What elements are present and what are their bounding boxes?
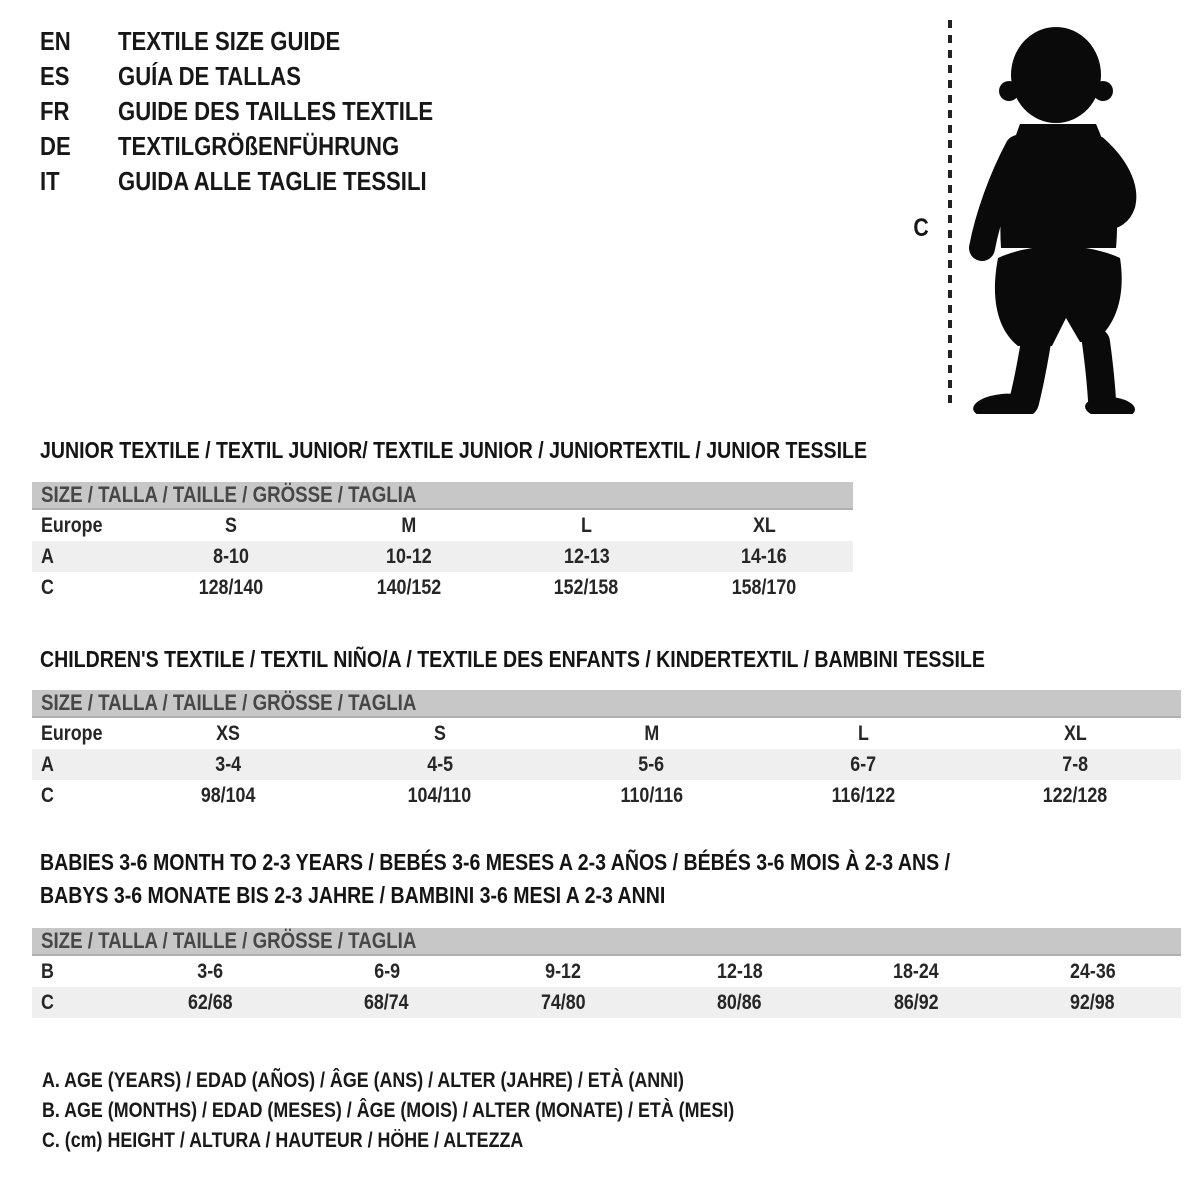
page-title-de: TEXTILGRÖßENFÜHRUNG — [118, 131, 400, 161]
measurement-legend — [42, 1066, 856, 1156]
age-value: 3-4 — [214, 752, 241, 776]
age-value: 7-8 — [1062, 752, 1088, 776]
table-row-age — [32, 749, 1181, 780]
height-value: 140/152 — [376, 575, 441, 599]
age-value: 12-18 — [716, 959, 763, 983]
age-value: 18-24 — [893, 959, 940, 983]
size-value: L — [580, 513, 592, 537]
legend-line-a: A. AGE (YEARS) / EDAD (AÑOS) / ÂGE (ANS) / ALTER (JAHRE) / ETÀ (ANNI) — [42, 1069, 684, 1092]
babies-section-title: BABIES 3-6 MONTH TO 2-3 YEARS / BEBÉS 3-6 MESES A 2-3 AÑOS / BÉBÉS 3-6 MOIS À 2-3 ANS / BABYS 3-6 MONATE BIS 2-3 JAHRE / BAMBINI 3-6 MESI A 2-3 ANNI — [40, 849, 951, 908]
language-code: EN — [40, 26, 71, 56]
language-code: DE — [40, 131, 71, 161]
legend-line-c: C. (cm) HEIGHT / ALTURA / HAUTEUR / HÖHE / ALTEZZA — [42, 1129, 524, 1152]
page-title-en: TEXTILE SIZE GUIDE — [118, 26, 341, 56]
height-value: 110/116 — [620, 783, 683, 807]
toddler-silhouette-icon — [936, 12, 1148, 414]
age-value: 9-12 — [545, 959, 582, 983]
table-row-europe — [32, 510, 853, 541]
language-row-it — [40, 164, 489, 199]
size-header-bar: SIZE / TALLA / TAILLE / GRÖSSE / TAGLIA — [32, 928, 1181, 956]
size-value: S — [224, 513, 237, 537]
children-size-table — [32, 690, 1181, 811]
age-value: 12-13 — [563, 544, 610, 568]
age-value: 3-6 — [197, 959, 224, 983]
height-value: 92/98 — [1070, 990, 1116, 1014]
age-value: 6-7 — [850, 752, 877, 776]
page-title-fr: GUIDE DES TAILLES TEXTILE — [118, 96, 434, 126]
size-value: XL — [1063, 721, 1087, 745]
height-value: 74/80 — [540, 990, 586, 1014]
table-row-age-months — [32, 956, 1181, 987]
size-value: M — [401, 513, 417, 537]
age-value: 6-9 — [373, 959, 400, 983]
babies-size-table — [32, 928, 1181, 1018]
language-row-fr — [40, 94, 489, 129]
children-section-title: CHILDREN'S TEXTILE / TEXTIL NIÑO/A / TEXTILE DES ENFANTS / KINDERTEXTIL / BAMBINI TESSILE — [40, 646, 985, 672]
table-row-height — [32, 572, 853, 603]
table-row-height — [32, 987, 1181, 1018]
size-value: XL — [752, 513, 776, 537]
language-row-es — [40, 59, 489, 94]
height-value: 152/158 — [554, 575, 619, 599]
height-value: 80/86 — [717, 990, 763, 1014]
page-title-it: GUIDA ALLE TAGLIE TESSILI — [118, 166, 427, 196]
height-value: 128/140 — [198, 575, 264, 599]
age-value: 10-12 — [385, 544, 432, 568]
height-value: 68/74 — [364, 990, 410, 1014]
legend-line-b: B. AGE (MONTHS) / EDAD (MESES) / ÂGE (MOIS) / ALTER (MONATE) / ETÀ (MESI) — [42, 1099, 735, 1122]
height-value: 86/92 — [893, 990, 939, 1014]
language-title-list — [40, 24, 489, 199]
size-value: XS — [215, 721, 240, 745]
height-value: 116/122 — [831, 783, 896, 807]
row-label: C — [41, 990, 54, 1014]
height-measure-label: C — [913, 214, 929, 242]
age-value: 5-6 — [638, 752, 665, 776]
junior-size-table — [32, 482, 853, 603]
junior-section-title: JUNIOR TEXTILE / TEXTIL JUNIOR/ TEXTILE JUNIOR / JUNIORTEXTIL / JUNIOR TESSILE — [40, 437, 868, 463]
age-value: 8-10 — [213, 544, 249, 568]
height-value: 104/110 — [407, 783, 472, 807]
size-value: M — [644, 721, 659, 745]
language-row-de — [40, 129, 489, 164]
height-value: 62/68 — [187, 990, 233, 1014]
language-row-en — [40, 24, 489, 59]
row-label: Europe — [41, 721, 103, 745]
size-header-bar: SIZE / TALLA / TAILLE / GRÖSSE / TAGLIA — [32, 482, 853, 510]
row-label: C — [41, 575, 54, 599]
language-code: FR — [40, 96, 70, 126]
size-value: L — [857, 721, 869, 745]
row-label: B — [41, 959, 54, 983]
row-label: C — [41, 783, 54, 807]
row-label: A — [41, 544, 54, 568]
height-value: 122/128 — [1042, 783, 1108, 807]
language-code: IT — [40, 166, 60, 196]
height-value: 158/170 — [731, 575, 797, 599]
age-value: 14-16 — [741, 544, 787, 568]
table-row-age — [32, 541, 853, 572]
size-header-bar: SIZE / TALLA / TAILLE / GRÖSSE / TAGLIA — [32, 690, 1181, 718]
table-row-height — [32, 780, 1181, 811]
row-label: A — [41, 752, 54, 776]
size-value: S — [433, 721, 446, 745]
row-label: Europe — [41, 513, 103, 537]
page-title-es: GUÍA DE TALLAS — [118, 61, 301, 91]
age-value: 4-5 — [426, 752, 453, 776]
language-code: ES — [40, 61, 70, 91]
height-value: 98/104 — [200, 783, 256, 807]
table-row-europe — [32, 718, 1181, 749]
age-value: 24-36 — [1069, 959, 1116, 983]
